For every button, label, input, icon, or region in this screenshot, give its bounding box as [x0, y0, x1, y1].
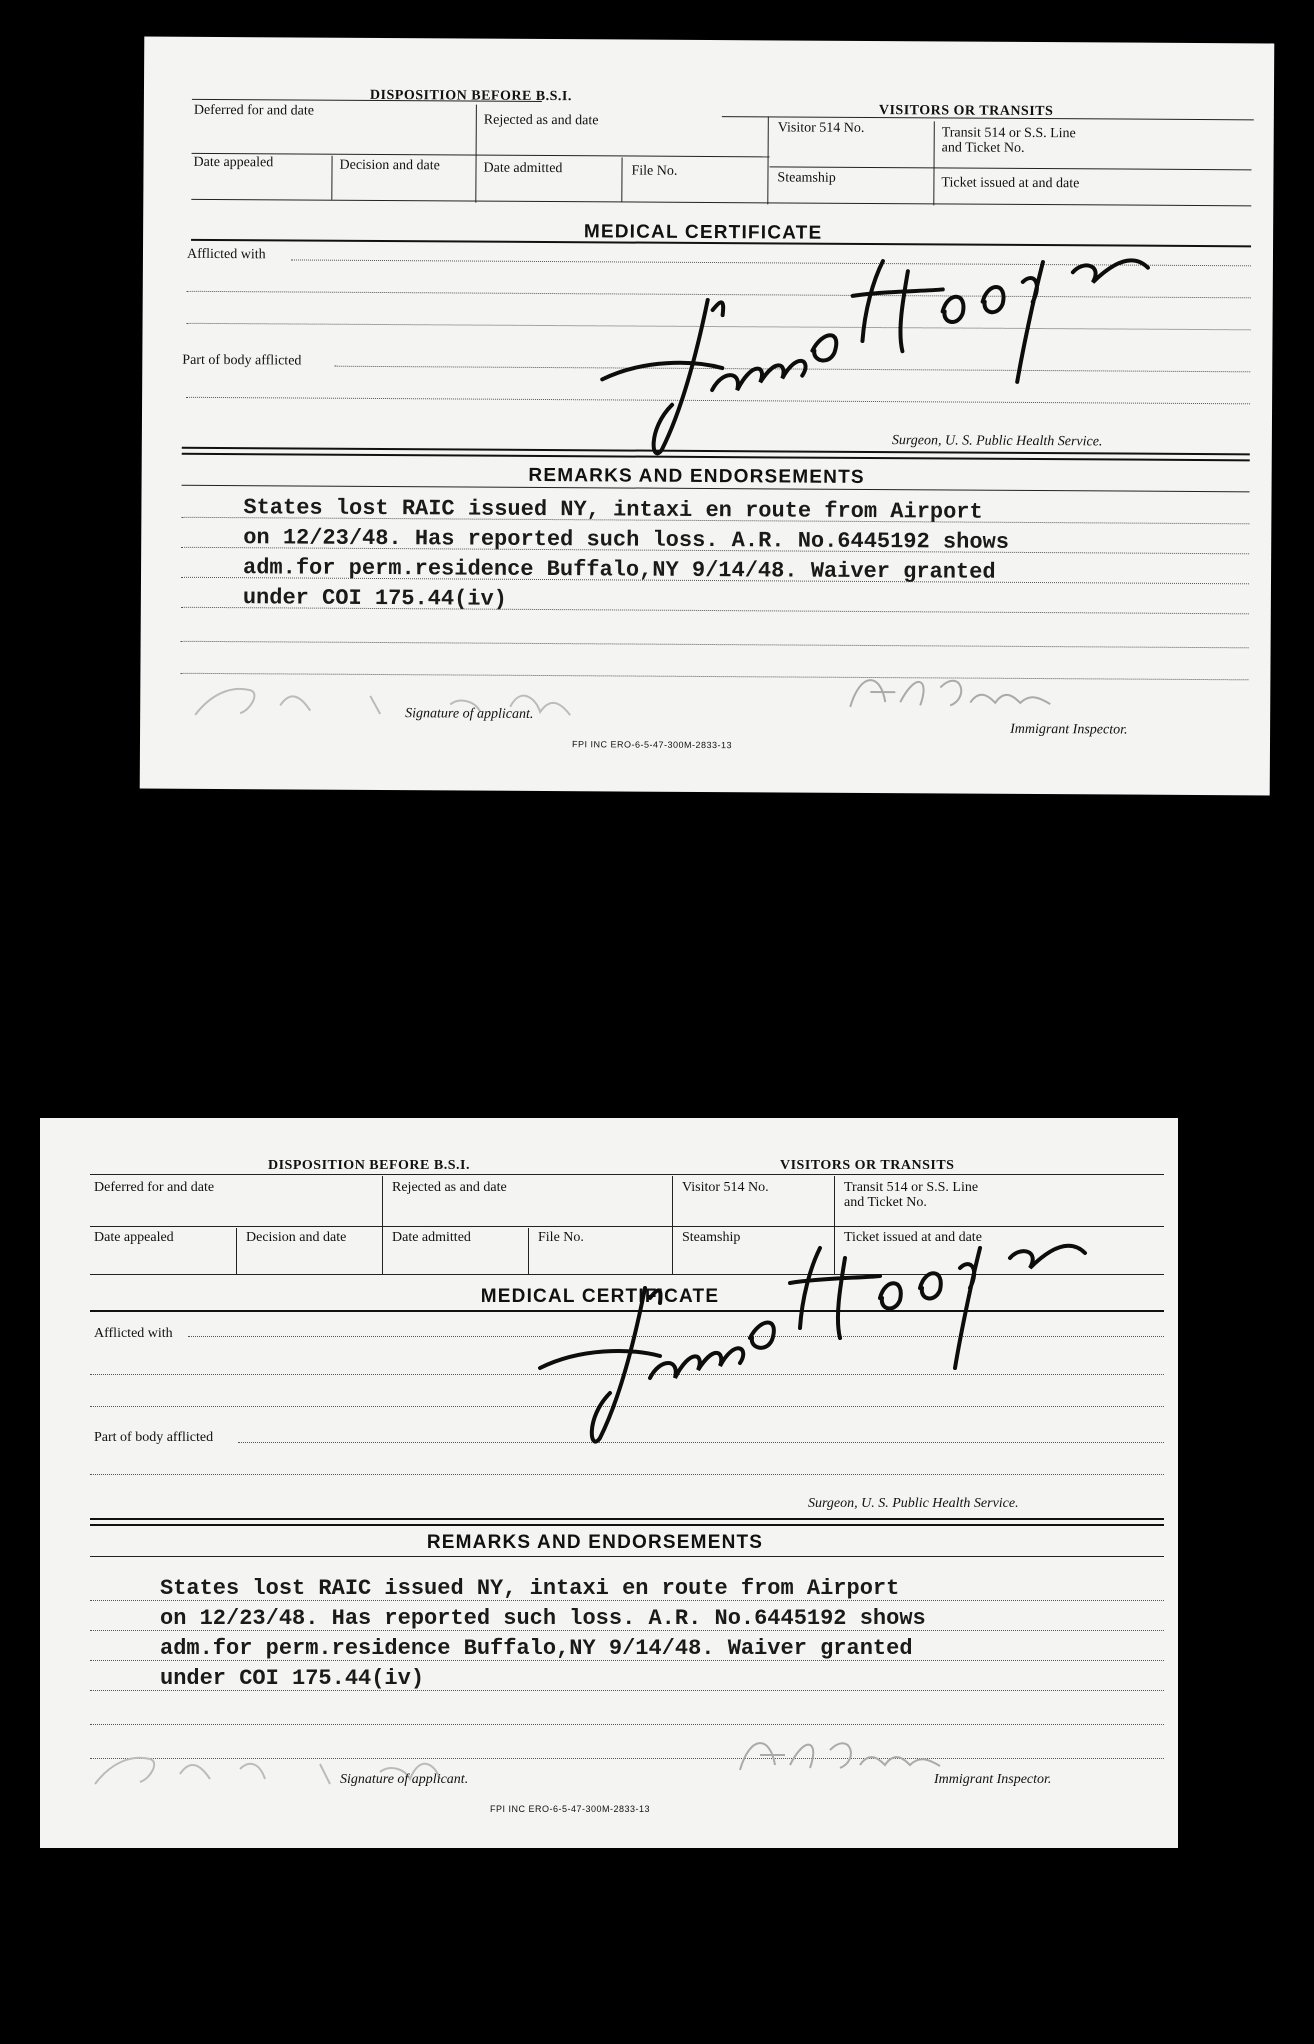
rule [90, 1556, 1164, 1557]
medical-certificate-heading: MEDICAL CERTIFICATE [480, 1286, 720, 1307]
transit-label: Transit 514 or S.S. Line and Ticket No. [941, 125, 1076, 156]
dotted-line [90, 1600, 1164, 1601]
surgeon-label: Surgeon, U. S. Public Health Service. [808, 1496, 1019, 1511]
rule [90, 1518, 1164, 1520]
decision-label: Decision and date [246, 1230, 347, 1245]
afflicted-with-label: Afflicted with [94, 1326, 173, 1341]
file-no-label: File No. [538, 1230, 584, 1245]
remarks-line: on 12/23/48. Has reported such loss. A.R. No.6445192 shows [160, 1606, 926, 1631]
rule [475, 105, 477, 203]
handwritten-name-signature [540, 1228, 1100, 1468]
deferred-label: Deferred for and date [94, 1180, 215, 1195]
visitor-514-label: Visitor 514 No. [682, 1180, 769, 1195]
surgeon-label: Surgeon, U. S. Public Health Service. [891, 433, 1103, 450]
part-of-body-label: Part of body afflicted [94, 1430, 214, 1445]
remarks-line: States lost RAIC issued NY, intaxi en route from Airport [160, 1576, 900, 1601]
medical-certificate-heading: MEDICAL CERTIFICATE [583, 221, 823, 244]
file-no-label: File No. [631, 163, 678, 179]
dotted-line [181, 641, 1249, 649]
remarks-line: under COI 175.44(iv) [160, 1666, 425, 1691]
remarks-line: adm.for perm.residence Buffalo,NY 9/14/48. Waiver granted [160, 1636, 913, 1661]
rule [191, 199, 1251, 206]
visitors-title: VISITORS OR TRANSITS [878, 103, 1054, 120]
rule [236, 1228, 237, 1274]
disposition-title: DISPOSITION BEFORE B.S.I. [268, 1158, 470, 1173]
immigrant-inspector-label: Immigrant Inspector. [934, 1772, 1052, 1787]
rejected-label: Rejected as and date [392, 1180, 507, 1195]
remarks-line: under COI 175.44(iv) [242, 585, 507, 612]
rule [770, 166, 1252, 170]
rule [528, 1228, 529, 1274]
decision-label: Decision and date [339, 157, 440, 174]
transit-label: Transit 514 or S.S. Line and Ticket No. [844, 1180, 979, 1210]
rule [331, 156, 332, 200]
signature-of-applicant-label: Signature of applicant. [340, 1772, 469, 1787]
remarks-line: States lost RAIC issued NY, intaxi en route from Airport [243, 495, 983, 525]
print-code: FPI INC ERO-6-5-47-300M-2833-13 [490, 1804, 651, 1814]
card-top [140, 37, 1275, 796]
ticket-issued-label: Ticket issued at and date [941, 175, 1080, 192]
dotted-line [90, 1630, 1164, 1631]
dotted-line [90, 1660, 1164, 1661]
rule [90, 1524, 1164, 1526]
date-appealed-label: Date appealed [94, 1230, 174, 1245]
date-appealed-label: Date appealed [193, 154, 274, 171]
handwritten-name-signature [602, 239, 1163, 482]
rule [382, 1176, 383, 1274]
visitors-title: VISITORS OR TRANSITS [780, 1158, 955, 1173]
rule [90, 1174, 1164, 1175]
print-code: FPI INC ERO-6-5-47-300M-2833-13 [571, 739, 733, 751]
part-of-body-label: Part of body afflicted [182, 352, 302, 369]
dotted-line [90, 1474, 1164, 1475]
date-admitted-label: Date admitted [483, 160, 563, 177]
date-admitted-label: Date admitted [392, 1230, 471, 1245]
disposition-title: DISPOSITION BEFORE B.S.I. [369, 87, 572, 105]
steamship-label: Steamship [682, 1230, 741, 1245]
card-bottom [40, 1118, 1178, 1848]
remarks-heading: REMARKS AND ENDORSEMENTS [426, 1532, 764, 1553]
remarks-line: adm.for perm.residence Buffalo,NY 9/14/48. Waiver granted [242, 555, 996, 585]
rejected-label: Rejected as and date [483, 112, 599, 129]
afflicted-with-label: Afflicted with [186, 246, 266, 263]
rule [933, 121, 935, 205]
rule [621, 157, 622, 201]
rule [90, 1226, 1164, 1227]
dotted-line [90, 1690, 1164, 1691]
remarks-line: on 12/23/48. Has reported such loss. A.R. No.6445192 shows [243, 525, 1010, 555]
visitor-514-label: Visitor 514 No. [777, 120, 865, 136]
remarks-heading: REMARKS AND ENDORSEMENTS [528, 464, 865, 488]
dotted-line [90, 1724, 1164, 1725]
inspector-signature [840, 667, 1100, 719]
rule [192, 153, 770, 158]
rule [767, 116, 769, 204]
signature-of-applicant-label: Signature of applicant. [405, 706, 534, 722]
deferred-label: Deferred for and date [193, 102, 314, 119]
steamship-label: Steamship [777, 170, 836, 186]
immigrant-inspector-label: Immigrant Inspector. [1010, 721, 1128, 738]
ticket-issued-label: Ticket issued at and date [844, 1230, 982, 1245]
